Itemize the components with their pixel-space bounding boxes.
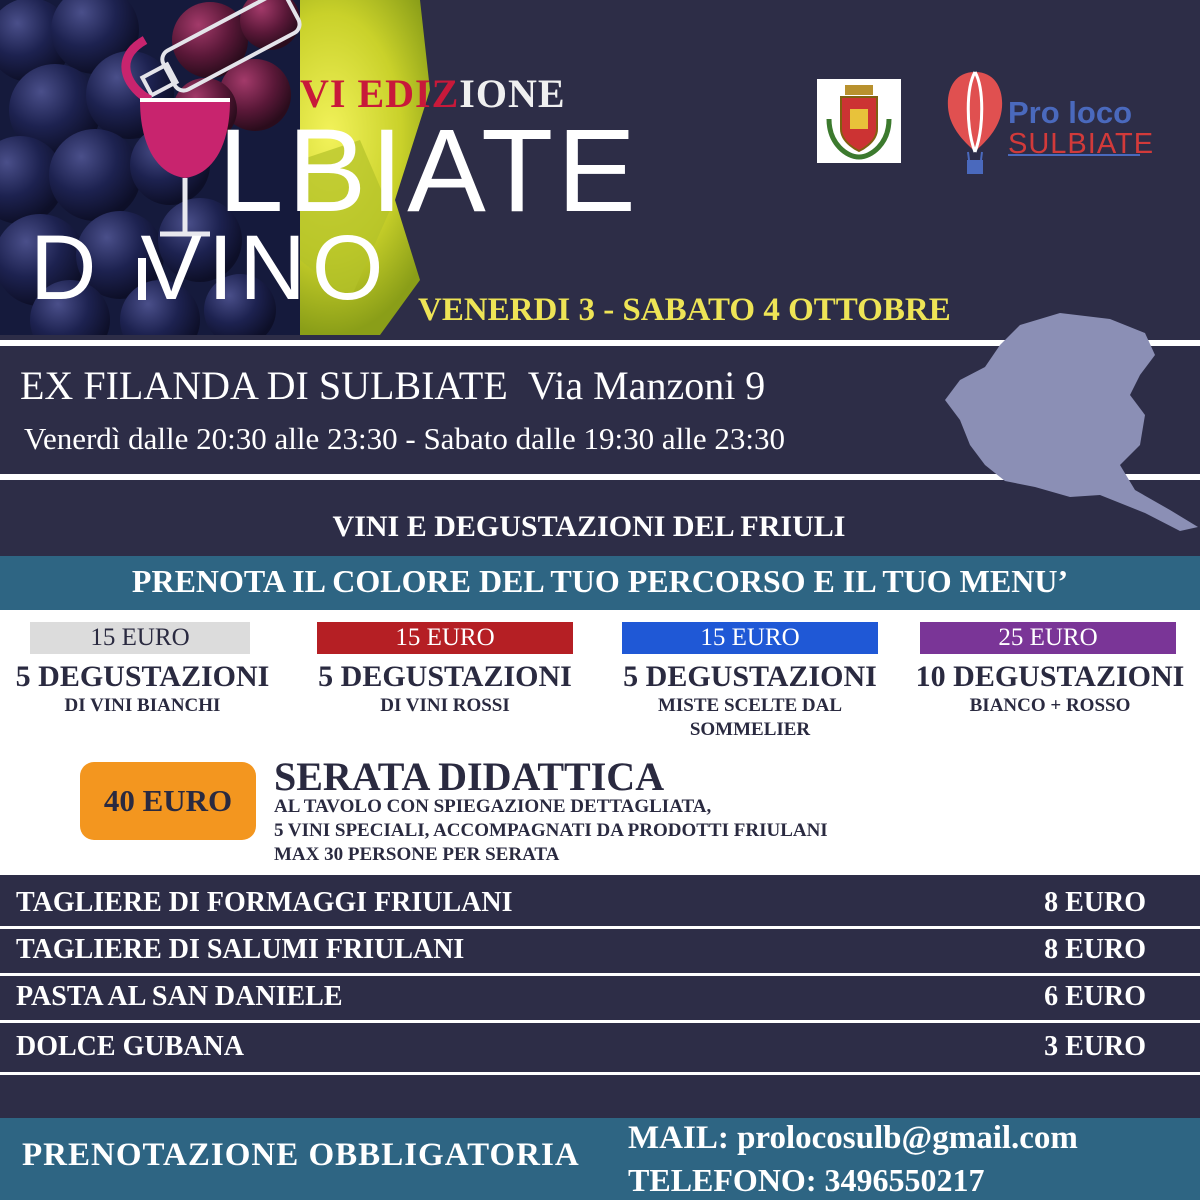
option-detail: MISTE SCELTE DAL	[657, 695, 843, 716]
menu-item-name: TAGLIERE DI FORMAGGI FRIULANI	[16, 887, 513, 918]
booking-required: PRENOTAZIONE OBBLIGATORIA	[22, 1137, 580, 1173]
price-bar: 15 EURO	[30, 622, 250, 654]
option-detail: DI VINI BIANCHI	[64, 695, 221, 716]
contact-phone[interactable]: TELEFONO: 3496550217	[628, 1162, 985, 1198]
event-dates: VENERDI 3 - SABATO 4 OTTOBRE	[418, 292, 951, 328]
hot-air-balloon-icon	[940, 68, 1010, 178]
event-title-line2-start: D	[30, 217, 103, 319]
menu-item-name: TAGLIERE DI SALUMI FRIULANI	[16, 934, 465, 965]
event-title-line2-end: VINO	[140, 217, 390, 319]
serata-detail-line: 5 VINI SPECIALI, ACCOMPAGNATI DA PRODOTTI FRIULANI	[274, 820, 828, 841]
venue-address	[20, 362, 765, 409]
serata-detail-line: MAX 30 PERSONE PER SERATA	[274, 844, 560, 865]
friuli-region-map-icon	[940, 305, 1200, 535]
tasting-option-sommelier[interactable]	[605, 622, 895, 742]
proloco-town: SULBIATE	[1008, 128, 1155, 160]
menu-row	[0, 1026, 1200, 1075]
option-title: 5 DEGUSTAZIONI	[623, 660, 877, 693]
tasting-option-red[interactable]	[300, 622, 590, 718]
option-detail-line2: SOMMELIER	[689, 719, 811, 740]
tasting-option-mixed[interactable]	[905, 622, 1195, 718]
coat-of-arms-icon	[817, 79, 901, 163]
menu-item-name: DOLCE GUBANA	[16, 1031, 244, 1062]
option-title: 5 DEGUSTAZIONI	[15, 660, 270, 693]
event-title-line1	[90, 105, 640, 237]
menu-item-price: 3 EURO	[1044, 1031, 1146, 1062]
section-subtitle: VINI E DEGUSTAZIONI DEL FRIULI	[332, 510, 846, 543]
contact-email[interactable]: MAIL: prolocosulb@gmail.com	[628, 1120, 1078, 1156]
event-title-line2	[30, 217, 390, 319]
menu-row	[0, 882, 1200, 929]
event-title-line1-text: LBIATE	[218, 105, 640, 237]
menu-row	[0, 929, 1200, 976]
edition-label-part2: IONE	[459, 71, 566, 116]
hero-banner	[0, 0, 1200, 335]
price-bar: 15 EURO	[317, 622, 573, 654]
serata-price-badge[interactable]: 40 EURO	[80, 762, 256, 840]
menu-item-price: 8 EURO	[1044, 934, 1146, 965]
menu-item-name: PASTA AL SAN DANIELE	[16, 981, 343, 1012]
option-detail: DI VINI ROSSI	[380, 695, 510, 716]
menu-item-price: 8 EURO	[1044, 887, 1146, 918]
serata-detail-line: AL TAVOLO CON SPIEGAZIONE DETTAGLIATA,	[274, 796, 712, 817]
opening-hours: Venerdì dalle 20:30 alle 23:30 - Sabato dalle 19:30 alle 23:30	[24, 421, 786, 456]
tasting-option-white[interactable]	[0, 622, 285, 718]
price-bar: 15 EURO	[622, 622, 878, 654]
option-detail: BIANCO + ROSSO	[969, 695, 1131, 716]
menu-item-price: 6 EURO	[1044, 981, 1146, 1012]
menu-row	[0, 976, 1200, 1023]
prenota-heading: PRENOTA IL COLORE DEL TUO PERCORSO E IL TUO MENU’	[131, 563, 1069, 599]
street-address: Via Manzoni 9	[527, 363, 766, 408]
proloco-name: Pro loco	[1008, 95, 1133, 130]
option-title: 5 DEGUSTAZIONI	[318, 660, 572, 693]
price-bar: 25 EURO	[920, 622, 1176, 654]
venue-name: EX FILANDA DI SULBIATE	[20, 363, 508, 408]
comune-logo	[817, 79, 901, 163]
edition-label-part1: VI EDIZ	[300, 71, 460, 116]
option-title: 10 DEGUSTAZIONI	[915, 660, 1185, 693]
serata-title: SERATA DIDATTICA	[274, 754, 665, 799]
